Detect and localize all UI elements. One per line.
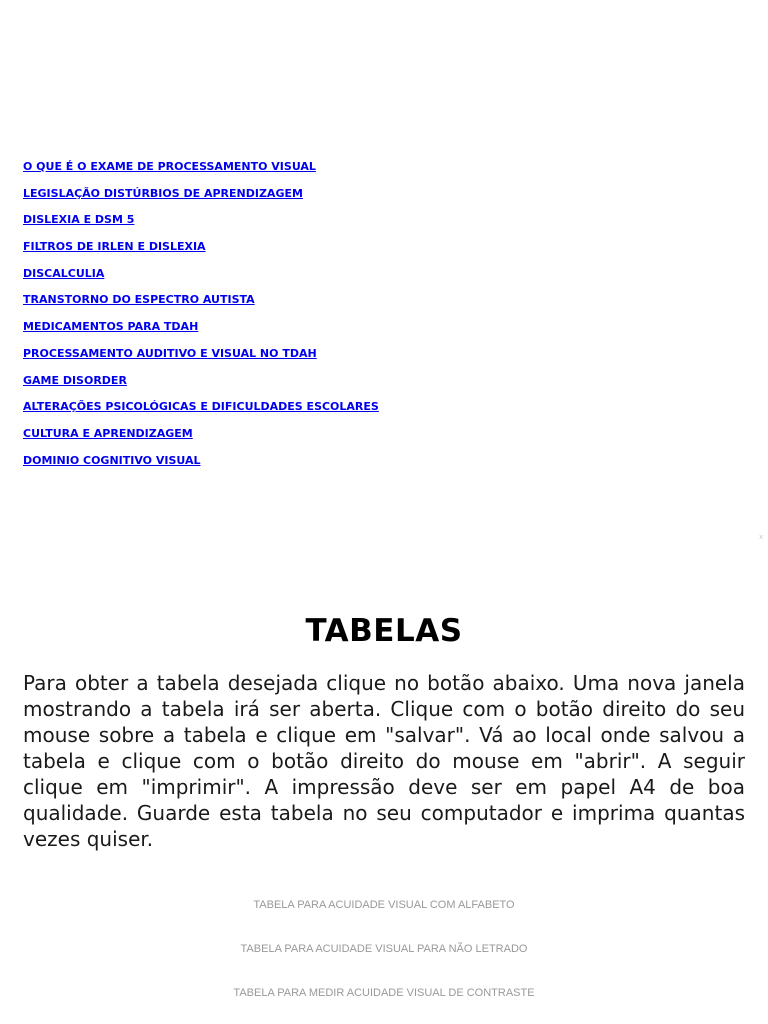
- nav-link-filtros-irlen[interactable]: FILTROS DE IRLEN E DISLEXIA: [23, 240, 206, 254]
- nav-link-autismo[interactable]: TRANSTORNO DO ESPECTRO AUTISTA: [23, 293, 255, 307]
- table-link-nao-letrado[interactable]: TABELA PARA ACUIDADE VISUAL PARA NÃO LETRADO: [240, 943, 528, 955]
- nav-link-cultura-aprendizagem[interactable]: CULTURA E APRENDIZAGEM: [23, 426, 193, 440]
- section-title: TABELAS: [305, 613, 463, 649]
- table-link-contraste[interactable]: TABELA PARA MEDIR ACUIDADE VISUAL DE CONTRASTE: [233, 987, 535, 999]
- close-icon[interactable]: x: [759, 533, 764, 541]
- nav-list-item: [23, 155, 379, 182]
- nav-link-game-disorder[interactable]: GAME DISORDER: [23, 373, 127, 387]
- nav-link-list: [23, 155, 379, 475]
- intro-paragraph: Para obter a tabela desejada clique no botão abaixo. Uma nova janela mostrando a tabela irá ser aberta. Clique com o botão direito do seu mouse sobre a tabela e clique em "salvar". Vá ao local onde salvou a tabela e clique com o botão direito do mouse em "abrir". A seguir clique em "imprimir". A impressão deve ser em papel A4 de boa qualidade. Guarde esta tabela no seu computador e imprima quantas vezes quiser.: [23, 671, 745, 851]
- nav-list-item: [23, 315, 379, 342]
- nav-link-dominio-cognitivo[interactable]: DOMINIO COGNITIVO VISUAL: [23, 453, 201, 467]
- nav-link-legislacao[interactable]: LEGISLAÇÃO DISTÚRBIOS DE APRENDIZAGEM: [23, 186, 303, 200]
- nav-list-item: [23, 208, 379, 235]
- nav-link-processamento-tdah[interactable]: PROCESSAMENTO AUDITIVO E VISUAL NO TDAH: [23, 346, 317, 360]
- nav-list-item: [23, 288, 379, 315]
- nav-list-item: [23, 449, 379, 476]
- nav-list-item: [23, 262, 379, 289]
- nav-list-item: [23, 395, 379, 422]
- nav-link-processamento-visual[interactable]: O QUE É O EXAME DE PROCESSAMENTO VISUAL: [23, 160, 316, 173]
- nav-list-item: [23, 422, 379, 449]
- nav-list-item: [23, 342, 379, 369]
- nav-link-dislexia-dsm5[interactable]: DISLEXIA E DSM 5: [23, 213, 135, 227]
- nav-link-medicamentos-tdah[interactable]: MEDICAMENTOS PARA TDAH: [23, 320, 199, 334]
- table-link-alfabeto[interactable]: TABELA PARA ACUIDADE VISUAL COM ALFABETO: [253, 899, 515, 911]
- nav-link-discalculia[interactable]: DISCALCULIA: [23, 266, 105, 280]
- nav-list-item: [23, 369, 379, 396]
- nav-link-alteracoes-psicologicas[interactable]: ALTERAÇÕES PSICOLÓGICAS E DIFICULDADES ESCOLARES: [23, 400, 379, 414]
- nav-list-item: [23, 182, 379, 209]
- nav-list-item: [23, 235, 379, 262]
